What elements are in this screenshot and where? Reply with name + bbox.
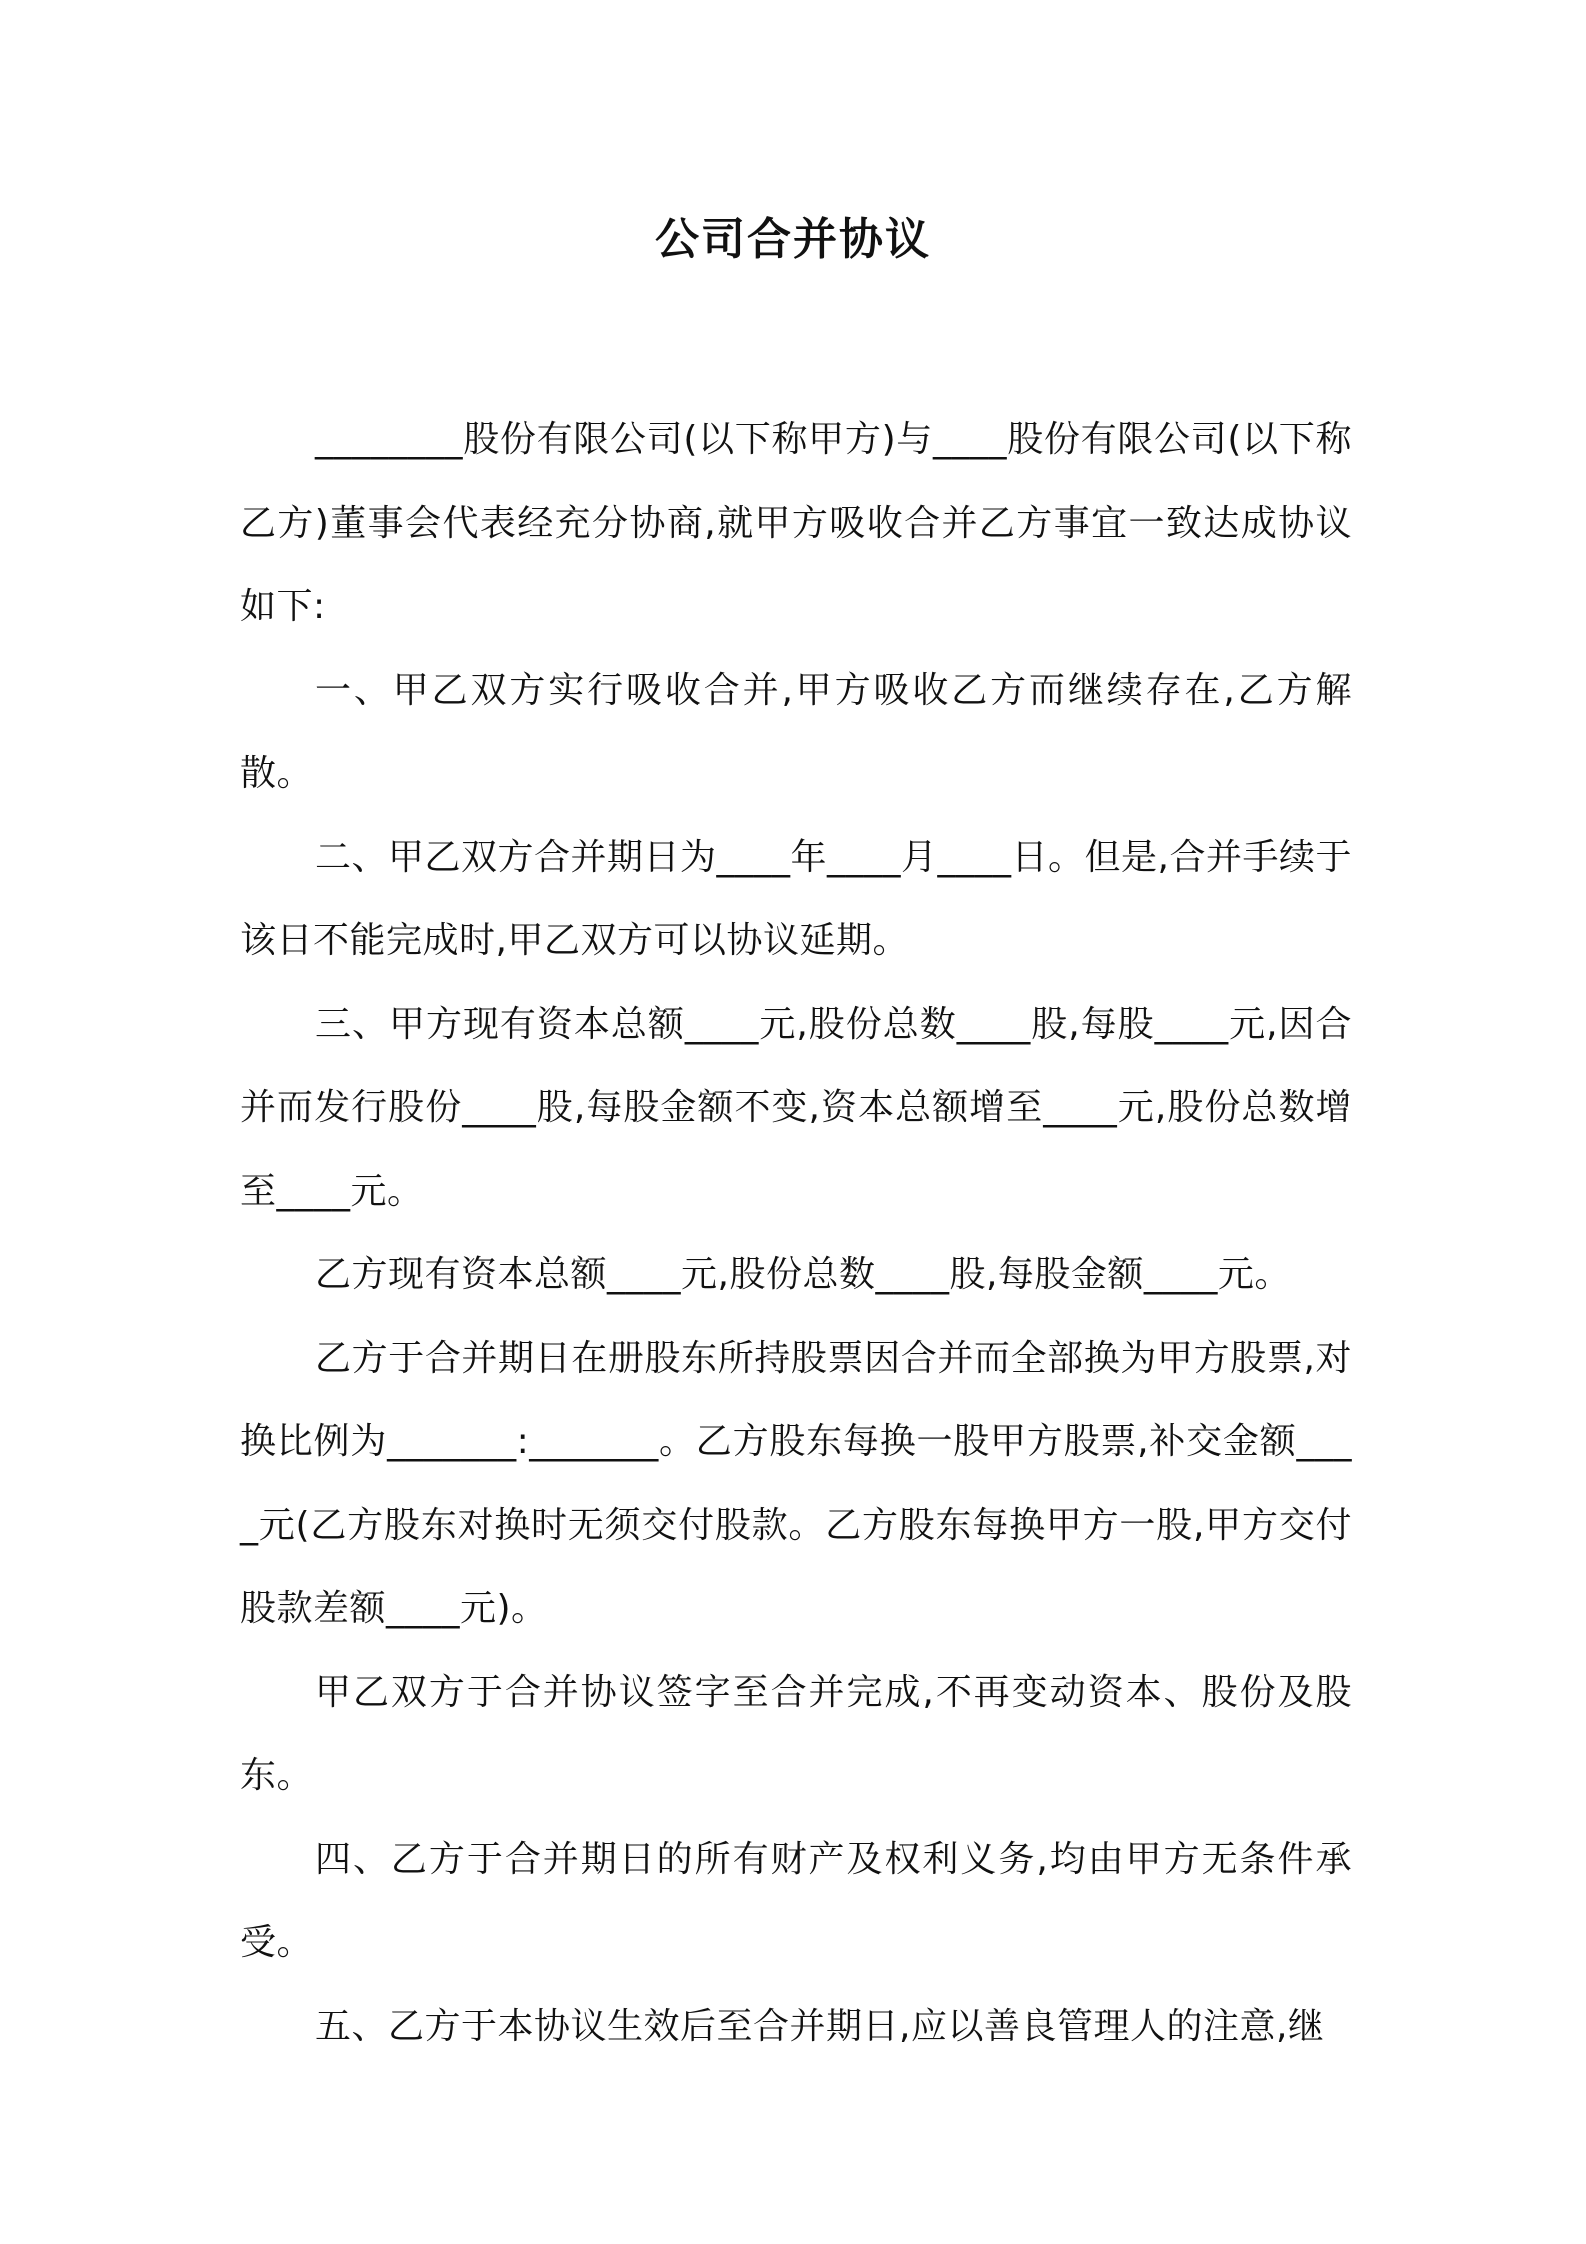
paragraph-clause-4: 四、乙方于合并期日的所有财产及权利义务,均由甲方无条件承受。 [240, 1838, 1352, 1963]
document-body [240, 398, 1352, 2068]
paragraph-clause-5: 五、乙方于本协议生效后至合并期日,应以善良管理人的注意,继 [315, 2005, 1325, 2047]
paragraph-clause-3-party-b-capital: 乙方现有资本总额____元,股份总数____股,每股金额____元。 [315, 1254, 1291, 1295]
paragraph-clause-3-no-change: 甲乙双方于合并协议签字至合并完成,不再变动资本、股份及股东。 [240, 1671, 1352, 1796]
paragraph-clause-2: 二、甲乙双方合并期日为____年____月____日。但是,合并手续于该日不能完成时,甲乙双方可以协议延期。 [240, 836, 1352, 961]
paragraph-clause-1: 一、甲乙双方实行吸收合并,甲方吸收乙方而继续存在,乙方解散。 [240, 669, 1352, 794]
paragraph-preamble: ________股份有限公司(以下称甲方)与____股份有限公司(以下称乙方)董事会代表经充分协商,就甲方吸收合并乙方事宜一致达成协议如下: [240, 419, 1352, 627]
document-title: 公司合并协议 [655, 214, 931, 265]
paragraph-clause-3-share-exchange: 乙方于合并期日在册股东所持股票因合并而全部换为甲方股票,对换比例为_______:_______。乙方股东每换一股甲方股票,补交金额____元(乙方股东对换时无须交付股款。乙方股东每换甲方一股,甲方交付股款差额____元)。 [240, 1337, 1352, 1629]
paragraph-clause-3: 三、甲方现有资本总额____元,股份总数____股,每股____元,因合并而发行股份____股,每股金额不变,资本总额增至____元,股份总数增至____元。 [240, 1003, 1352, 1212]
